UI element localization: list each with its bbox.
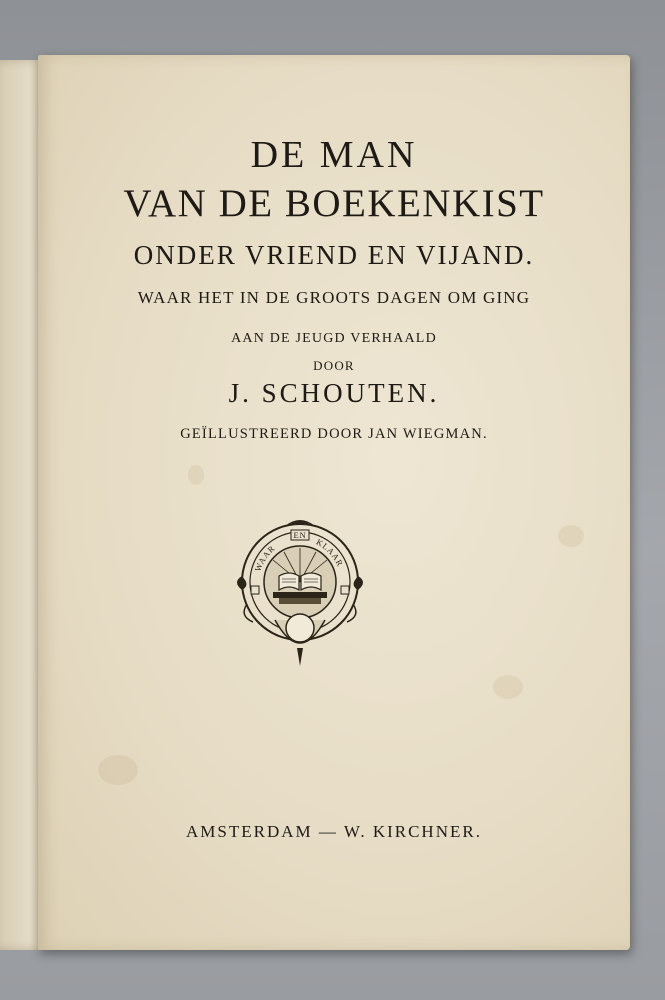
publisher-imprint: AMSTERDAM — W. KIRCHNER. bbox=[186, 822, 482, 841]
emblem-motto-right: KLAAR bbox=[314, 536, 346, 569]
by-line: DOOR bbox=[313, 358, 355, 373]
author-name: J. SCHOUTEN. bbox=[228, 378, 440, 408]
subtitle: ONDER VRIEND EN VIJAND. bbox=[133, 240, 535, 270]
paper-stain bbox=[493, 675, 523, 699]
title-line-1: DE MAN bbox=[250, 134, 418, 176]
illustrator-credit: GEÏLLUSTREERD DOOR JAN WIEGMAN. bbox=[180, 426, 488, 442]
dedication: AAN DE JEUGD VERHAALD bbox=[231, 331, 437, 346]
publisher-emblem-icon bbox=[229, 516, 371, 672]
paper-stain bbox=[98, 755, 138, 785]
paper-stain bbox=[558, 525, 584, 547]
emblem-motto-left: WAAR bbox=[252, 542, 277, 573]
emblem-motto-mid: EN bbox=[293, 530, 307, 540]
title-line-2: VAN DE BOEKENKIST bbox=[123, 182, 545, 225]
paper-stain bbox=[188, 465, 204, 485]
tagline: WAAR HET IN DE GROOTS DAGEN OM GING bbox=[137, 288, 531, 307]
